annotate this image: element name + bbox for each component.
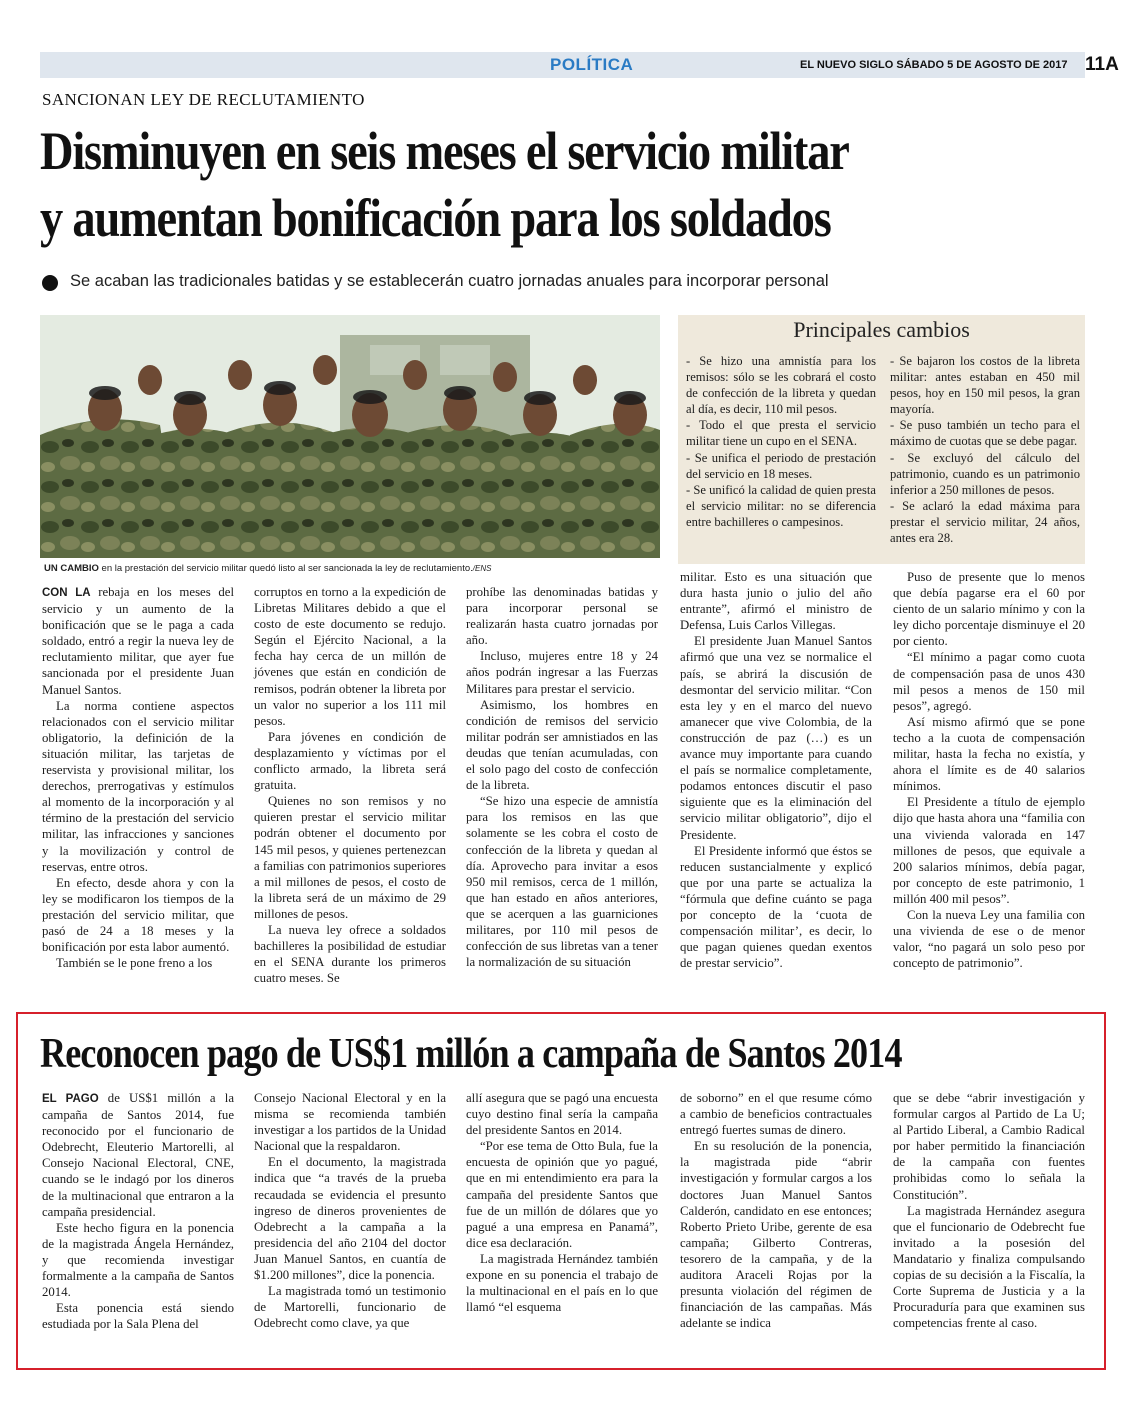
paragraph-text: rebaja en los meses del servicio y un aumento de la bonificación que se le paga a cada soldado, entró a regir la nueva ley de reclutamiento militar, que ayer fue sancionada por el presidente Juan Manuel Santos. bbox=[42, 585, 234, 697]
paragraph-text: de US$1 millón a la campaña de Santos 2014, fue reconocido por el funcionario de Odebrecht, Eleuterio Martorelli, al Consejo Nacional Electoral, CNE, cuando se le indagó por los dineros de la multinacional que entraron a la campaña presidencial. bbox=[42, 1091, 234, 1219]
soldiers-photo bbox=[40, 315, 660, 558]
body-paragraph: “El mínimo a pagar como cuota de compensación pasa de unos 430 mil pesos a menos de 150 mil pesos”, agregó. bbox=[893, 650, 1085, 713]
body-paragraph: allí asegura que se pagó una encuesta cuyo destino final sería la campaña del presidente Santos en 2014. bbox=[466, 1091, 658, 1138]
body-paragraph bbox=[42, 584, 234, 698]
body-paragraph: Este hecho figura en la ponencia de la magistrada Ángela Hernández, y que recomienda investigar formalmente a la campaña de Santos 2014. bbox=[42, 1220, 234, 1300]
body-paragraph: En el documento, la magistrada indica que “a través de la prueba recaudada se evidencia el presunto ingreso de dineros provenientes de Odebrecht a la campaña a la presidencia del año 2104 del doctor Juan Manuel Santos, en cuantía de $1.200 millones”, dice la ponencia. bbox=[254, 1155, 446, 1283]
lead-in: EL PAGO bbox=[42, 1093, 99, 1105]
body-paragraph: La nueva ley ofrece a soldados bachilleres la posibilidad de estudiar en el SENA durante los primeros cuatro meses. Se bbox=[254, 922, 446, 986]
body-paragraph: Incluso, mujeres entre 18 y 24 años podrán ingresar a las Fuerzas Militares para prestar el servicio. bbox=[466, 649, 658, 696]
bullet-icon bbox=[42, 275, 58, 291]
box-item: - Se excluyó del cálculo del patrimonio, cuando es un patrimonio inferior a 250 millones de pesos. bbox=[890, 450, 1080, 497]
body-paragraph: “Se hizo una especie de amnistía para los remisos en las que solamente se les cobra el costo de confección de la libreta y quedan al día. Aprovecho para invitar a esos 950 mil remisos, cerca de 1 millón, que han estado en años anteriores, que se acerquen a las guarniciones militares, por 110 mil pesos de confección de sus libretas van a tener la normalización de su situación bbox=[466, 794, 658, 970]
body-paragraph: prohíbe las denominadas batidas y para incorporar personal se realizarán hasta cuatro jornadas por año. bbox=[466, 585, 658, 648]
body-paragraph: Quienes no son remisos y no quieren prestar el servicio militar podrán obtener el documento por 145 mil pesos, y quienes pertenezcan a familias con patrimonios superiores a mil millones de pesos, el costo de la libreta será de un máximo de 29 millones de pesos. bbox=[254, 794, 446, 921]
body-paragraph: Para jóvenes en condición de desplazamiento y víctimas por el conflicto armado, la libreta será gratuita. bbox=[254, 729, 446, 793]
newspaper-date-line: EL NUEVO SIGLO SÁBADO 5 DE AGOSTO DE 2017 bbox=[800, 59, 1068, 71]
article2-column-3 bbox=[466, 1090, 658, 1315]
box-item: - Se bajaron los costos de la libreta militar: antes estaban en 450 mil pesos, hoy en 150 mil pesos, la gran mayoría. bbox=[890, 354, 1080, 417]
box-item: - Se hizo una amnistía para los remisos: sólo se les cobrará el costo de confección de la libreta y quedan al día, es decir, 110 mil pesos. bbox=[686, 354, 876, 417]
article-headline bbox=[40, 118, 952, 252]
headline-line-1: Disminuyen en seis meses el servicio militar bbox=[40, 121, 849, 181]
page-number: 11A bbox=[1085, 54, 1119, 75]
body-paragraph: El Presidente informó que éstos se reducen sustancialmente y explicó que por una parte se actualiza la “fórmula que define cuánto se paga por concepto de la ‘cuota de compensación militar’, es decir, lo que pagan quienes quedan exentos de prestar servicio”. bbox=[680, 843, 872, 971]
body-paragraph: “Por ese tema de Otto Bula, fue la encuesta de opinión que yo pagué, que en mi entendimiento era para la campaña del presidente Santos que fue de un millón de dólares que yo pagué a una empresa en Panamá”, dice esa declaración. bbox=[466, 1139, 658, 1250]
body-paragraph: de soborno” en el que resume cómo a cambio de beneficios contractuales entregó fuertes sumas de dinero. bbox=[680, 1091, 872, 1138]
body-paragraph: militar. Esto es una situación que dura hasta junio o julio del año entrante”, afirmó el ministro de Defensa, Luis Carlos Villegas. bbox=[680, 570, 872, 633]
box-item: - Se unifica el periodo de prestación del servicio en 18 meses. bbox=[686, 450, 876, 481]
caption-text: en la prestación del servicio militar quedó listo al ser sancionada la ley de reclutamiento. bbox=[98, 563, 473, 574]
box-column-right bbox=[890, 353, 1080, 546]
article-subhead: Se acaban las tradicionales batidas y se establecerán cuatro jornadas anuales para incorporar personal bbox=[70, 272, 829, 290]
body-paragraph: La magistrada Hernández asegura que el funcionario de Odebrecht fue invitado a la posesión del Mandatario y finaliza compulsando copias de su decisión a la Fiscalía, la Corte Suprema de Justicia y a la Procuraduría para que examinen sus competencias frente al caso. bbox=[893, 1203, 1085, 1331]
box-item: - Todo el que presta el servicio militar tiene un cupo en el SENA. bbox=[686, 418, 876, 449]
article1-column-4 bbox=[680, 569, 872, 971]
caption-lead: UN CAMBIO bbox=[44, 563, 99, 574]
box-item: - Se unificó la calidad de quien presta el servicio militar: no se diferencia entre bachilleres o campesinos. bbox=[686, 482, 876, 529]
section-name: POLÍTICA bbox=[550, 55, 634, 74]
soldiers-illustration bbox=[40, 315, 660, 558]
box-item: - Se puso también un techo para el máximo de cuotas que se debe pagar. bbox=[890, 418, 1080, 449]
body-paragraph: La magistrada Hernández también expone en su ponencia el trabajo de la multinacional en el país en lo que llamó “el esquema bbox=[466, 1251, 658, 1315]
body-paragraph: En su resolución de la ponencia, la magistrada pide “abrir investigación y formular cargos a los doctores Juan Manuel Santos Calderón, candidato en ese entonces; Roberto Prieto Uribe, gerente de esa campaña; Gilberto Contreras, tesorero de la campaña, y de la auditora Araceli Rojas por la presunta violación del régimen de financiación de las campañas. Más adelante se indica bbox=[680, 1139, 872, 1331]
body-paragraph: Así mismo afirmó que se pone techo a la cuota de compensación militar, hasta la fecha no existía, y ahora el límite es de 40 salarios mínimos. bbox=[893, 714, 1085, 794]
body-paragraph: La norma contiene aspectos relacionados con el servicio militar obligatorio, la definición de la situación militar, las tarjetas de reservista y provisional militar, los derechos, prerrogativas y estímulos al momento de la incorporación y al término de la prestación del servicio militar, las infracciones y sanciones y la movilización y control de reservas, entre otros. bbox=[42, 698, 234, 874]
page-header bbox=[40, 52, 1119, 78]
principales-cambios-box bbox=[678, 315, 1085, 564]
caption-credit: /ENS bbox=[472, 564, 492, 573]
article-kicker: SANCIONAN LEY DE RECLUTAMIENTO bbox=[42, 90, 365, 109]
lead-in: CON LA bbox=[42, 587, 91, 599]
body-paragraph: La magistrada tomó un testimonio de Martorelli, funcionario de Odebrecht como clave, ya que bbox=[254, 1284, 446, 1331]
article2-column-2 bbox=[254, 1090, 446, 1331]
body-paragraph: También se le pone freno a los bbox=[56, 956, 213, 971]
body-paragraph: Con la nueva Ley una familia con una vivienda de ese o de menor valor, “no pagará un solo peso por concepto de patrimonio”. bbox=[893, 907, 1085, 971]
article2-headline: Reconocen pago de US$1 millón a campaña de Santos 2014 bbox=[40, 1031, 902, 1077]
body-paragraph: El Presidente a título de ejemplo dijo que hasta ahora una “familia con una vivienda valorada en 147 millones de pesos, que equivale a 200 salarios mínimos, debía pagar, por concepto de este patrimonio, 1 millón 400 mil pesos”. bbox=[893, 795, 1085, 906]
body-paragraph: que se debe “abrir investigación y formular cargos al Partido de La U; al Partido Liberal, a Cambio Radical por haber permitido la financiación de la campaña con fuentes prohibidas como lo señala la Constitución”. bbox=[893, 1091, 1085, 1202]
article2-column-1 bbox=[42, 1090, 234, 1332]
box-item: - Se aclaró la edad máxima para prestar el servicio militar, 24 años, antes era 28. bbox=[890, 498, 1080, 546]
body-paragraph bbox=[42, 1090, 234, 1220]
body-paragraph: Esta ponencia está siendo estudiada por la Sala Plena del bbox=[42, 1301, 234, 1332]
box-title: Principales cambios bbox=[793, 317, 970, 342]
article1-column-3 bbox=[466, 584, 658, 970]
body-paragraph: corruptos en torno a la expedición de Libretas Militares debido a que el costo de este documento se redujo. Según el Ejército Nacional, a la fecha hay cerca de un millón de jóvenes que están en condición de remisos, podrán obtener la libreta por un valor no superior a los 111 mil pesos. bbox=[254, 585, 446, 728]
body-paragraph: En efecto, desde ahora y con la ley se modificaron los tiempos de la prestación del servicio militar, que pasó de 24 a 18 meses y la bonificación por esta labor aumentó. bbox=[42, 875, 234, 955]
article2-column-5 bbox=[893, 1090, 1085, 1331]
box-column-left bbox=[686, 353, 876, 530]
body-paragraph: El presidente Juan Manuel Santos afirmó que una vez se normalice el país, se abrirá la discusión de desmontar del servicio militar. “Con esta ley y en el marco del nuevo amanecer que vive Colombia, de la construcción de paz (…) es un avance muy importante para cuando el país se normalice completamente, podamos entonces discutir el paso siguiente que es la eliminación del servicio militar obligatorio”, dijo el Presidente. bbox=[680, 634, 872, 842]
body-paragraph: Puso de presente que lo menos que debía pagarse era el 60 por ciento de un salario mínimo y con la ley dicho porcentaje disminuye el 20 por ciento. bbox=[893, 570, 1085, 649]
body-paragraph: Asimismo, los hombres en condición de remisos del servicio militar podrán ser amnistiados en las deudas que tenían acumuladas, con el solo pago del costo de confección de la libreta. bbox=[466, 697, 658, 793]
article1-column-1 bbox=[42, 584, 234, 971]
article2-column-4 bbox=[680, 1090, 872, 1331]
headline-line-2: y aumentan bonificación para los soldados bbox=[40, 188, 831, 248]
body-paragraph: Consejo Nacional Electoral y en la misma se recomienda también investigar a los partidos de la Unidad Nacional que la respaldaron. bbox=[254, 1091, 446, 1154]
article1-column-5 bbox=[893, 569, 1085, 971]
photo-caption bbox=[44, 563, 491, 574]
article1-column-2 bbox=[254, 584, 446, 986]
